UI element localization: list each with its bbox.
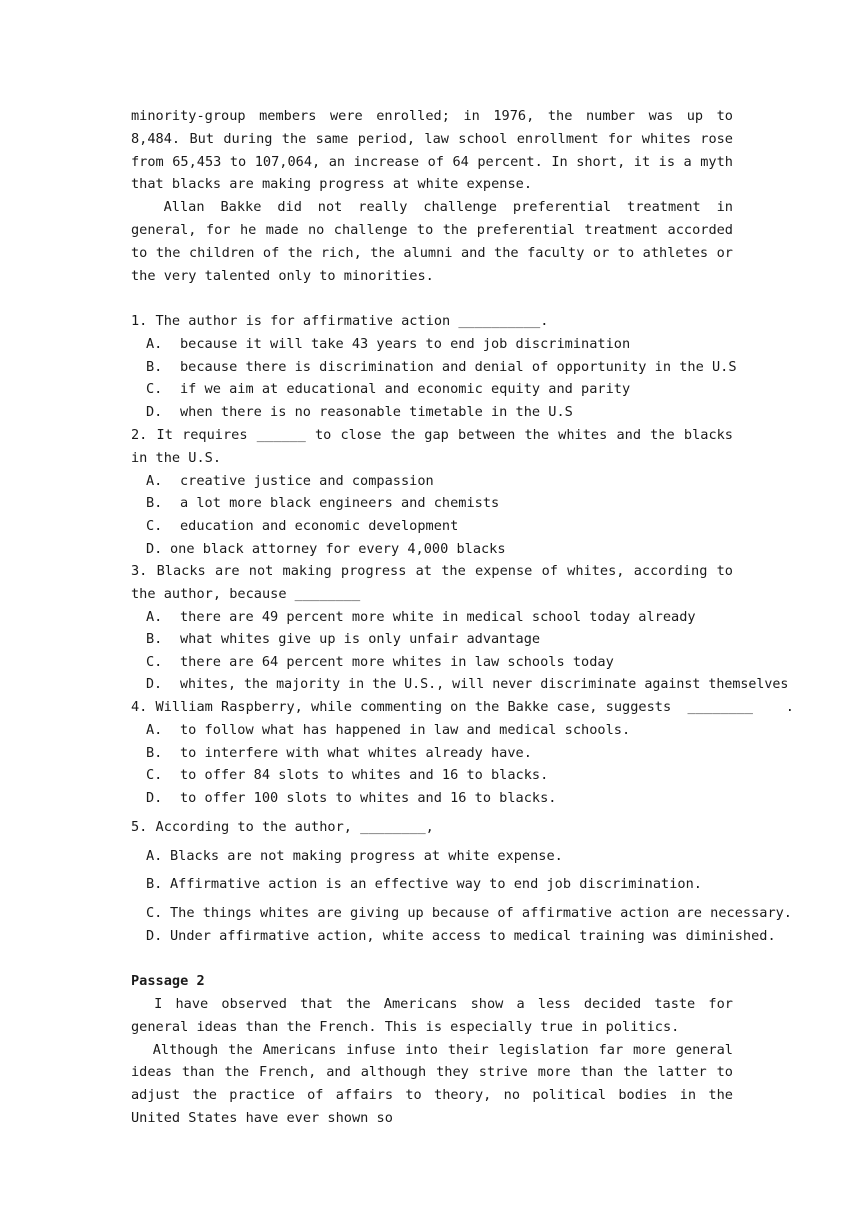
question-2: [131, 424, 733, 561]
question-stem: 3. Blacks are not making progress at the expense of whites, according to the author, because ________: [131, 563, 733, 602]
question-4: [131, 696, 794, 810]
passage2-paragraph-a: I have observed that the Americans show a less decided taste for general ideas than the French. This is especially true in politics.: [131, 996, 733, 1035]
option-d: D. whites, the majority in the U.S., will never discriminate against themselves: [146, 676, 789, 692]
option-a: A. creative justice and compassion: [146, 472, 434, 489]
option-d: D. to offer 100 slots to whites and 16 to blacks.: [146, 790, 557, 807]
option-c: C. The things whites are giving up because of affirmative action are necessary.: [146, 904, 792, 921]
option-b: B. what whites give up is only unfair advantage: [146, 631, 541, 648]
passage1-paragraph-b: Allan Bakke did not really challenge preferential treatment in general, for he made no challenge to the preferential treatment accorded to the children of the rich, the alumni and the faculty or to athletes or the very talented only to minorities.: [131, 199, 733, 284]
question-stem: 4. William Raspberry, while commenting on the Bakke case, suggests ________ .: [131, 699, 794, 715]
option-d: D. one black attorney for every 4,000 blacks: [146, 540, 506, 557]
passage1-paragraph-a: minority-group members were enrolled; in 1976, the number was up to 8,484. But during the same period, law school enrollment for whites rose from 65,453 to 107,064, an increase of 64 percent. In short, it is a myth that blacks are making progress at white expense.: [131, 108, 733, 193]
option-c: C. there are 64 percent more whites in law schools today: [146, 654, 614, 671]
option-b: B. Affirmative action is an effective way to end job discrimination.: [146, 876, 702, 893]
option-b: B. because there is discrimination and denial of opportunity in the U.S: [146, 358, 737, 375]
option-a: A. to follow what has happened in law and medical schools.: [146, 721, 631, 738]
option-c: C. if we aim at educational and economic equity and parity: [146, 381, 631, 398]
passage2-text: [131, 993, 733, 1130]
option-a: A. there are 49 percent more white in medical school today already: [146, 608, 696, 625]
question-5: [131, 816, 792, 947]
option-b: B. a lot more black engineers and chemists: [146, 495, 500, 512]
passage1-text: [131, 105, 733, 287]
option-c: C. education and economic development: [146, 518, 459, 535]
question-3: [131, 560, 789, 697]
question-stem: 1. The author is for affirmative action __________.: [131, 313, 549, 329]
option-a: A. because it will take 43 years to end job discrimination: [146, 335, 631, 352]
option-c: C. to offer 84 slots to whites and 16 to blacks.: [146, 767, 549, 784]
option-d: D. Under affirmative action, white access to medical training was diminished.: [146, 927, 776, 944]
question-stem: 5. According to the author, ________,: [131, 819, 434, 835]
question-1: [131, 310, 737, 424]
passage2-paragraph-b: Although the Americans infuse into their legislation far more general ideas than the French, and although they strive more than the latter to adjust the practice of affairs to theory, no political bodies in the United States have ever shown so: [131, 1041, 733, 1126]
passage2-heading: Passage 2: [131, 973, 205, 989]
question-stem: 2. It requires ______ to close the gap between the whites and the blacks in the U.S.: [131, 427, 733, 466]
option-d: D. when there is no reasonable timetable in the U.S: [146, 404, 573, 421]
option-a: A. Blacks are not making progress at white expense.: [146, 847, 563, 864]
option-b: B. to interfere with what whites already have.: [146, 744, 532, 761]
